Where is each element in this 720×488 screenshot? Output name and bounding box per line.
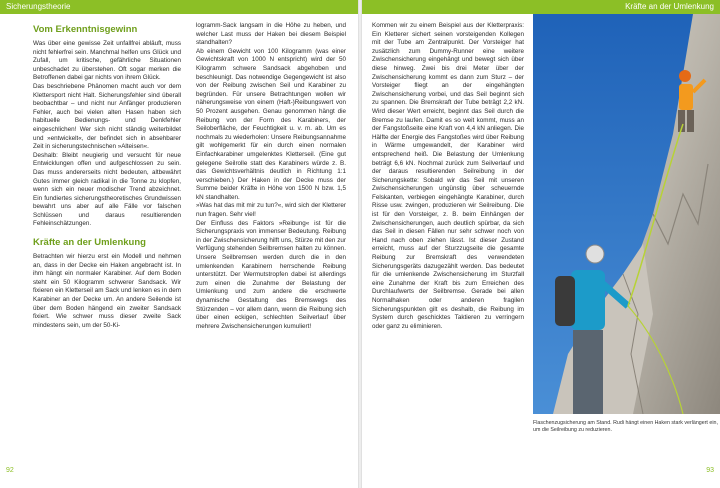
running-head-right: Kräfte an der Umlenkung (362, 0, 720, 14)
paragraph: Kommen wir zu einem Beispiel aus der Kletterpraxis: Ein Kletterer sichert seinen vorsteigenden Kollegen mit der Tube am Zentralpunkt. Der Vorsteiger hat zusätzlich zum Dummy-Runner eine weitere Zwischensicherung eingehängt und bewegt sich über diese hinweg. Zwei bis drei Meter über der Zwischensicherung kommt es dann zum Sturz – der Vorsteiger fliegt an der eingehängten Zwischensicherung vorbei, und das Seil beginnt sich zu spannen. Die Bremskraft der Tube beträgt 2,2 kN. Wird dieser Wert erreicht, beginnt das Seil durch die Bremse zu laufen. Damit es so weit kommt, muss an der Fangstoßseite eine Kraft von 4,4 kN anliegen. Die Hälfte der Energie des Fangstoßes wird über Reibung in Wärme umgewandelt, der Karabiner wird entsprechend heiß. Die Belastung der Umlenkung beträgt 6,6 kN. Nochmal zurück zum Seilverlauf und der daraus resultierenden Seilreibung in der Sicherungskette: Sobald wir das Seil mit unseren Zwischensicherungen ungünstig über scheuernde Felskanten, verbiegen eingehängte Karabiner, durch Risse usw. zwingen, produzieren wir Seilreibung. Die ist für den Vorsteiger, z. B. beim Einhängen der Zwischensicherungen, auch deutlich spürbar, da sich das Seil in diesen Fällen nur sehr schwer noch von Hand nach oben ziehen lässt. Ist dieser Zustand erreicht, muss auf der Sturzzugseite die gesamte Reibung zur Bremskraft des verwendeten Sicherungsgeräts dazugezählt werden. Das bedeutet für die umlenkende Zwischensicherung im Sturzfall eine Zunahme der Kraft bis zum Erreichen des Durchlaufwerts der Seilbremse. Gerade bei allen Normalhaken oder anderen fragilen Sicherungspunkten gilt es deshalb, die Reibung im System durch geschicktes Taktieren zu verringern oder ganz zu eliminieren. (372, 22, 524, 330)
running-head-left: Sicherungstheorie (0, 0, 358, 14)
left-column-2 (196, 22, 346, 331)
paragraph: Deshalb: Bleibt neugierig und versucht für neue Entwicklungen offen und aufgeschlossen zu sein. Das muss andererseits nicht bedeuten, altbewährt Gutes immer gleich radikal in die Tonne zu klopfen, wenn sich ein neuer modischer Trend abzeichnet. Ein fundiertes sicherungstheoretisches Grundwissen bewahrt uns aber auf alle Fälle vor falschen Schlüssen und daraus resultierenden Fehleinschätzungen. (33, 151, 181, 228)
right-page (362, 0, 720, 488)
climbing-photo-illustration (533, 14, 720, 414)
climbing-photo (533, 14, 720, 414)
section-heading-erkenntnisgewinn: Vom Erkenntnisgewinn (33, 24, 138, 35)
paragraph: Was über eine gewisse Zeit unfallfrei abläuft, muss nicht fehlerfrei sein. Manchmal helfen uns Glück und Zufall, um kritische, gefährliche Situationen unbeschadet zu überstehen. Oft sogar merken die Betroffenen dabei gar nichts von ihrem Glück. (33, 40, 181, 82)
left-page (0, 0, 358, 488)
paragraph: Das beschriebene Phänomen macht auch vor dem Klettersport nicht Halt. Sicherungsfehler sind überall beobachtbar – und nicht nur Anfänger produzieren Fehler, auch bei vielen alten Hasen haben sich habituelle Bedienungs- und Denkfehler eingeschlichen! Wer sich nicht ständig weiterbildet und »entwickelt«, der befindet sich in absehbarer Zeit in sicherungstechnischen »Alteisen«. (33, 82, 181, 151)
paragraph: logramm-Sack langsam in die Höhe zu heben, und welcher Last muss der Haken bei diesem Beispiel standhalten? (196, 22, 346, 47)
page-number-left: 92 (6, 467, 14, 474)
paragraph: Ab einem Gewicht von 100 Kilogramm (was einer Gewichtskraft von 1000 N entspricht) wird der 50 Kilogramm schwere Sandsack abgehoben und beschleunigt. Das notwendige Gegengewicht ist also von der Reibung zwischen Seil und Karabiner zu begründen. Für unsere Betrachtungen wollen wir näherungsweise von einem (Haft-)Reibungswert von 50 Prozent ausgehen. Genau genommen hängt die Reibung von der Form des Karabiners, der Seiloberfläche, der Feuchtigkeit u. v. m. ab. Um es nochmals zu wiederholen: Unsere Reibungsannahme gilt wohlgemerkt für ein durch einen normalen Einfachkarabiner umgelenktes Kletterseil. (Eine gut gelegene Seilrolle statt des Karabiners würde z. B. das Gewichtsverhältnis deutlich in Richtung 1:1 verschieben.) Der Haken in der Decke muss der Summe beider Kräfte in Höhe von 1500 N bzw. 1,5 kN standhalten. (196, 47, 346, 201)
paragraph: Betrachten wir hierzu erst ein Modell und nehmen an, dass in der Decke ein Haken angebracht ist. In ihm hängt ein normaler Karabiner. Auf dem Boden steht ein 50 Kilogramm schwerer Sandsack. Wir fixieren ein Kletterseil am Sack und lenken es in dem Karabiner an der Decke um. An andere Seilende ist über dem Boden hängend ein zweiter Sandsack fixiert. Wie schwer muss dieser zweite Sack mindestens sein, um der 50-Ki- (33, 253, 181, 329)
section-heading-umlenkung: Kräfte an der Umlenkung (33, 237, 146, 249)
paragraph: Der Einfluss des Faktors »Reibung« ist für die Sicherungspraxis von immenser Bedeutung. Reibung in der Zwischensicherung hilft uns, Stürze mit den zur Verfügung stehenden Seilbremsen halten zu können. Unsere Seilbremsen werden durch die in den umlenkenden Karabinern herrschende Reibung unterstützt. Der Wermutstropfen dabei ist allerdings zum einen die Zunahme der Belastung der Umlenkung und zum andere die erschwerte dynamische Gestaltung des Bremswegs des Stürzenden – vor allem dann, wenn die Reibung sich über einen eckigen, schlechten Seilverlauf über mehrere Zwischensicherungen kumuliert! (196, 219, 346, 330)
paragraph: »Was hat das mit mir zu tun?«, wird sich der Kletterer nun fragen. Sehr viel! (196, 202, 346, 219)
right-column (372, 22, 524, 331)
left-column-1 (33, 22, 181, 330)
photo-caption: Flaschenzugsicherung am Stand. Rudi hängt einen Haken stark verlängert ein, um die Seilreibung zu reduzieren. (533, 420, 718, 433)
page-number-right: 93 (706, 467, 714, 474)
